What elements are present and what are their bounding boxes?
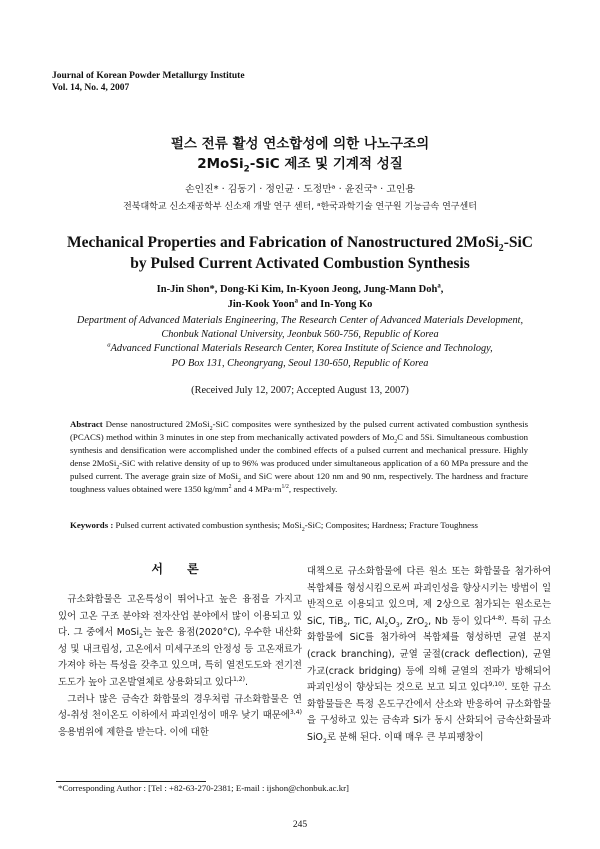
keywords [70,519,530,531]
english-affiliation [30,314,570,371]
superscript: a [437,282,441,290]
abstract-text: , respectively. [288,483,338,494]
english-authors-line2 [0,297,600,312]
superscript: 1/2 [281,483,289,490]
english-title-text: Mechanical Properties and Fabrication of Nanostructured 2MoSi [67,234,499,251]
body-right-column [307,564,551,747]
affiliation-line1: Department of Advanced Materials Engineering, The Research Center of Advanced Materials Development, [76,315,524,326]
keywords-text: -SiC; Composites; Hardness; Fracture Toughness [304,520,478,530]
citation: 3,4) [289,709,302,717]
english-title-text: -SiC [503,234,533,251]
subscript: 2 [343,621,348,629]
body-paragraph [307,564,551,747]
body-text: . 특히 규소화합물에 SiC를 첨가하여 복합체를 형성하면 균열 분지(crack branching), 균열 굴절(crack deflection), 균열 가교(crack bridging) 등에 의해 균열의 전파가 방해되어 파괴인성이 향상되는 것으로 보고 되고 있다 [307,615,552,694]
affiliation-line4: PO Box 131, Cheongryang, Seoul 130-650, Republic of Korea [171,357,429,369]
korean-authors: 손인진* · 김동기 · 정인균 · 도정만ᵃ · 윤진국ᵃ · 고인용 [185,184,415,195]
received-dates: (Received July 12, 2007; Accepted August 13, 2007) [191,385,409,396]
subscript: 2 [424,621,429,629]
english-authors-line1 [0,282,600,297]
korean-title-line2 [0,154,600,174]
subscript: 2 [237,477,241,484]
author-names: and In-Yong Ko [298,299,373,310]
body-text: 규소화합물은 고온특성이 뛰어나고 높은 융점을 가지고 있어 고온 구조 분야와 전자산업 분야에서 많이 이용되고 있다. 그 중에서 MoSi [58,594,302,639]
subscript: 2 [498,243,504,255]
subscript: 2 [322,737,327,745]
korean-title-line1: 펄스 전류 활성 연소합성에 의한 나노구조의 [170,136,430,152]
abstract [70,418,528,495]
subscript: 2 [384,621,389,629]
citation: 1,2) [232,675,246,683]
abstract-text: and SiC were about 120 nm and 90 nm, respectively. The hardness and fracture toughness values obtained were 1350 kg/mm [70,470,528,494]
affiliation-text: Advanced Functional Materials Research Center, Korea Institute of Science and Technology, [110,343,493,355]
superscript: a [294,297,298,305]
body-text: 응용범위에 제한을 받는다. 이에 대한 [58,726,209,738]
body-text: . 또한 규소화합물들은 특정 온도구간에서 산소와 반응하여 규소화합물을 구성하고 있는 금속과 Si가 동시 산화되어 금속산화물과 SiO [307,682,551,743]
korean-affiliation: 전북대학교 신소재공학부 신소재 개발 연구 센터, ᵃ한국과학기술 연구원 기능금속 연구센터 [123,202,477,212]
section-heading-introduction: 서 론 [151,562,209,576]
author-names: Jin-Kook Yoon [227,299,295,310]
punctuation: , [440,284,444,295]
subscript: 2 [243,164,250,175]
abstract-heading: Abstract [70,419,103,429]
english-title-line1 [0,232,600,253]
subscript: 2 [116,464,120,471]
body-text: 그러나 많은 금속간 화합물의 경우처럼 규소화합물은 연성-취성 천이온도 이하에서 파괴인성이 매우 낮기 때문에 [58,693,302,722]
abstract-text: C and 5Si. Simultaneous combustion synthesis and densification were accomplished under the combined effects of a pulsed current and mechanical pressure. Highly dense 2MoSi [70,431,528,468]
author-names: In-Jin Shon*, Dong-Ki Kim, In-Kyoon Jeong, Jung-Mann Doh [156,284,438,295]
body-text: , TiC, Al [347,615,385,627]
body-text: 대책으로 규소화합물에 다른 원소 또는 화합물을 첨가하여 복합체를 형성시킴으로써 파괴인성을 향상시키는 방법이 일반적으로 이용되고 있으며, 제 2상으로 첨가되는 원소로는 SiC, TiB [307,566,551,627]
body-text: , ZrO [399,615,425,627]
body-paragraph [58,692,302,742]
english-title [0,232,600,274]
abstract-text: and 4 MPa·m [231,483,282,494]
korean-title [0,134,600,174]
keywords-text: Pulsed current activated combustion synthesis; MoSi [113,520,302,530]
keywords-heading: Keywords : [70,520,114,530]
superscript: a [107,341,111,349]
body-text: , Nb 등이 있다 [428,615,492,627]
subscript: 3 [395,621,400,629]
abstract-text: -SiC with relative density of up to 96% was produced under simultaneous application of a 60 MPa pressure and the pulsed current. The average grain size of MoSi [70,457,528,481]
abstract-text: Dense nanostructured 2MoSi [102,419,210,429]
journal-header [52,70,245,94]
corresponding-author-footnote: *Corresponding Author : [Tel : +82-63-270-2381; E-mail : ijshon@chonbuk.ac.kr] [58,783,349,793]
body-text: O [388,615,396,627]
korean-title-formula: 2MoSi [197,156,244,172]
english-title-line2: by Pulsed Current Activated Combustion Synthesis [130,255,470,272]
abstract-text: -SiC composites were synthesized by the pulsed current activated combustion synthesis (PCACS) method within 3 minutes in one step from mechanically activated powders of Mo [70,419,528,442]
superscript: 2 [228,483,232,490]
journal-volume: Vol. 14, No. 4, 2007 [52,83,130,93]
subscript: 2 [209,425,213,432]
footnote-divider [56,781,206,782]
journal-name: Journal of Korean Powder Metallurgy Institute [52,71,245,81]
body-text: 로 분해 된다. 이때 매우 큰 부피팽창이 [326,731,484,743]
affiliation-line2: Chonbuk National University, Jeonbuk 560-756, Republic of Korea [161,329,439,341]
subscript: 2 [301,526,305,533]
korean-title-rest: -SiC 제조 및 기계적 성질 [249,156,403,172]
body-left-column [58,560,302,741]
body-text: 는 높은 융점(2020°C), 우수한 내산화성 및 내크립성, 고온에서 미세구조의 안정성 등 고온재료가 가져야 하는 특성을 갖추고 있으며, 특히 열전도도와 전기전도도가 높아 고온발열체로 상용화되고 있다 [58,627,302,688]
english-authors [0,282,600,312]
page-number: 245 [292,820,308,830]
body-paragraph [58,592,302,692]
body-text: . [245,676,248,688]
subscript: 2 [139,633,144,641]
affiliation-line3 [30,342,570,356]
citation: 9,10) [488,681,505,689]
subscript: 2 [394,438,398,445]
citation: 4-8) [491,614,505,622]
